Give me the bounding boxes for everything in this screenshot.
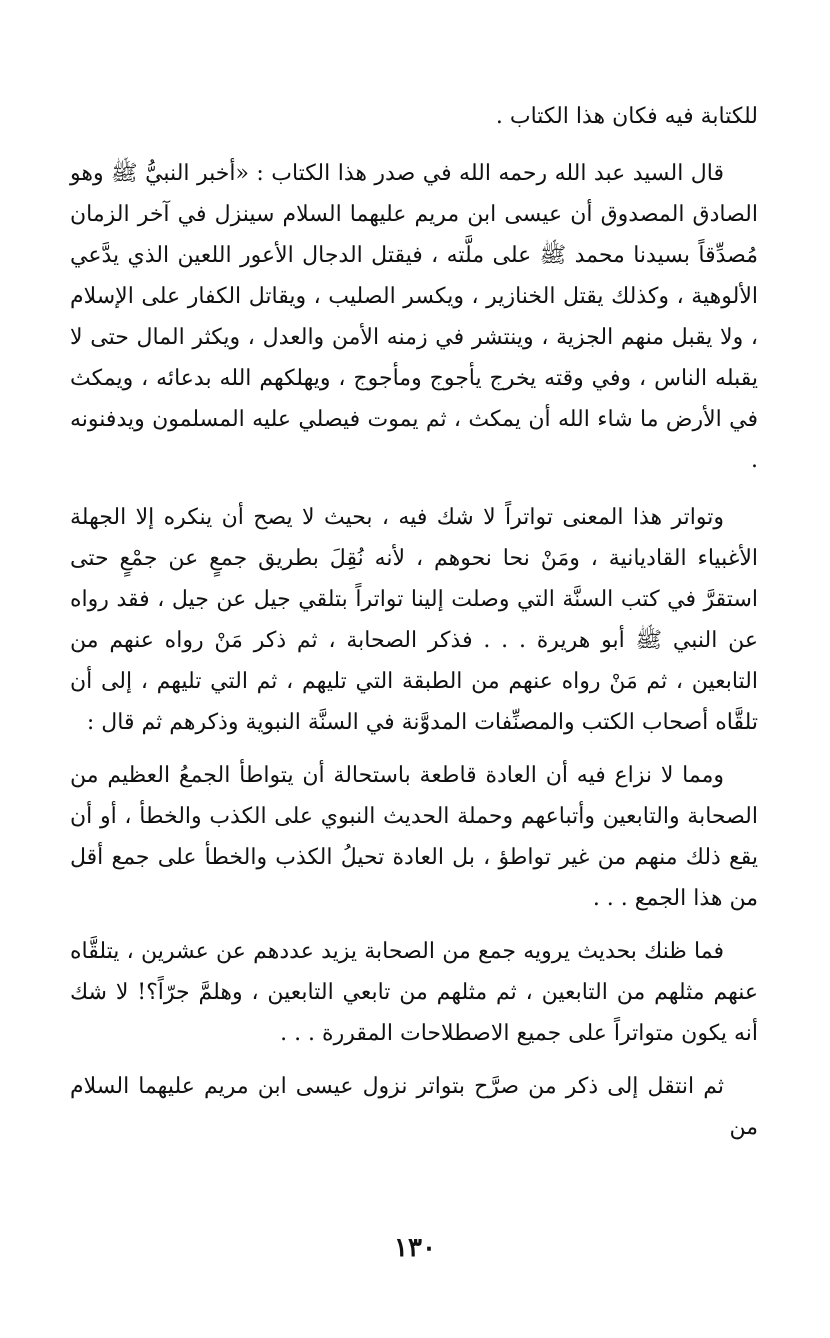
paragraph-transition: ثم انتقل إلى ذكر من صرَّح بتواتر نزول عيسى ابن مريم عليهما السلام من bbox=[70, 1074, 758, 1140]
page-body bbox=[70, 96, 758, 1148]
paragraph-continuation: للكتابة فيه فكان هذا الكتاب . bbox=[495, 104, 758, 129]
paragraph-impossibility: ومما لا نزاع فيه أن العادة قاطعة باستحالة أن يتواطأ الجمعُ العظيم من الصحابة والتابعين وأتباعهم وحملة الحديث النبوي على الكذب والخطأ ، أو أن يقع ذلك منهم من غير تواطؤ ، بل العادة تحيلُ الكذب والخطأ على جمع أقل من هذا الجمع . . . bbox=[70, 763, 758, 911]
paragraph-quote-intro: قال السيد عبد الله رحمه الله في صدر هذا الكتاب : «أخبر النبيُّ ﷺ وهو الصادق المصدوق أن عيسى ابن مريم عليهما السلام سينزل في آخر الزمان مُصدِّقاً بسيدنا محمد ﷺ على ملَّته ، فيقتل الدجال الأعور اللعين الذي يدَّعي الألوهية ، وكذلك يقتل الخنازير ، ويكسر الصليب ، ويقاتل الكفار على الإسلام ، ولا يقبل منهم الجزية ، وينتشر في زمنه الأمن والعدل ، ويكثر المال حتى لا يقبله الناس ، وفي وقته يخرج يأجوج ومأجوج ، ويهلكهم الله بدعائه ، ويمكث في الأرض ما شاء الله أن يمكث ، ثم يموت فيصلي عليه المسلمون ويدفنونه . bbox=[70, 161, 758, 473]
paragraph-tawatur: وتواتر هذا المعنى تواتراً لا شك فيه ، بحيث لا يصح أن ينكره إلا الجهلة الأغبياء القاديانية ، ومَنْ نحا نحوهم ، لأنه نُقِلَ بطريق جمعٍ عن جمْعٍ حتى استقرَّ في كتب السنَّة التي وصلت إلينا تواتراً بتلقي جيل عن جيل ، فقد رواه عن النبي ﷺ أبو هريرة . . . فذكر الصحابة ، ثم ذكر مَنْ رواه عنهم من التابعين ، ثم مَنْ رواه عنهم من الطبقة التي تليهم ، ثم التي تليهم ، إلى أن تلقَّاه أصحاب الكتب والمصنِّفات المدوَّنة في السنَّة النبوية وذكرهم ثم قال : bbox=[70, 505, 758, 735]
page-number: ١٣٠ bbox=[394, 1233, 436, 1263]
paragraph-hadith-chain: فما ظنك بحديث يرويه جمع من الصحابة يزيد عددهم عن عشرين ، يتلقَّاه عنهم مثلهم من التابعين ، ثم مثلهم من تابعي التابعين ، وهلمَّ جرّاً؟! لا شك أنه يكون متواتراً على جميع الاصطلاحات المقررة . . . bbox=[70, 939, 758, 1046]
